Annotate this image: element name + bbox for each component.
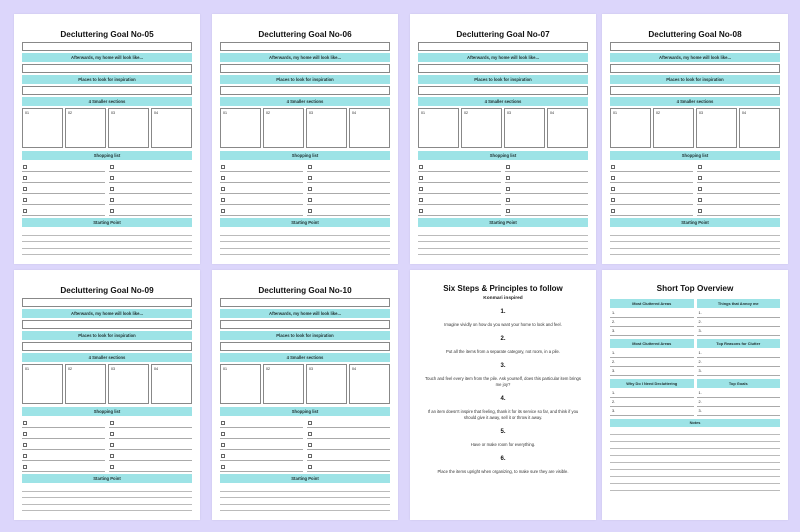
shopping-item[interactable] bbox=[220, 429, 303, 439]
overview-line[interactable]: 1. bbox=[610, 349, 694, 358]
checkbox[interactable] bbox=[110, 454, 114, 458]
notes-line[interactable] bbox=[610, 463, 780, 470]
goal-title: Decluttering Goal No-05 bbox=[60, 30, 154, 39]
shopping-list bbox=[610, 162, 780, 216]
shopping-item[interactable] bbox=[505, 206, 588, 216]
shopping-item[interactable] bbox=[22, 462, 105, 472]
section-box[interactable]: 01 bbox=[220, 364, 261, 404]
checkbox[interactable] bbox=[221, 421, 225, 425]
checkbox[interactable] bbox=[221, 187, 225, 191]
shopping-item[interactable] bbox=[109, 184, 192, 194]
checkbox[interactable] bbox=[110, 187, 114, 191]
shopping-item[interactable] bbox=[307, 162, 390, 172]
places-bar: Places to look for inspiration bbox=[220, 331, 390, 340]
goal-page bbox=[212, 14, 398, 264]
shopping-item[interactable] bbox=[697, 184, 780, 194]
overview-line[interactable]: 1. bbox=[697, 389, 781, 398]
section-box[interactable]: 03 bbox=[306, 108, 347, 148]
shopping-item[interactable] bbox=[109, 418, 192, 428]
goal-input[interactable] bbox=[610, 42, 780, 51]
checkbox[interactable] bbox=[221, 209, 225, 213]
shopping-item[interactable] bbox=[109, 173, 192, 183]
checkbox[interactable] bbox=[419, 209, 423, 213]
afterwards-input[interactable] bbox=[610, 64, 780, 73]
overview-section bbox=[610, 339, 694, 376]
shopping-bar: Shopping list bbox=[610, 151, 780, 160]
goal-input[interactable] bbox=[22, 298, 192, 307]
places-input[interactable] bbox=[418, 86, 588, 95]
step-text: Place the items upright when organizing, to make sure they are visible. bbox=[437, 469, 569, 474]
writing-line[interactable] bbox=[418, 249, 588, 256]
afterwards-input[interactable] bbox=[22, 320, 192, 329]
places-bar: Places to look for inspiration bbox=[22, 331, 192, 340]
goal-page bbox=[410, 14, 596, 264]
afterwards-input[interactable] bbox=[220, 320, 390, 329]
step-text: Touch and feel every item from the pile. Ask yourself, does this particular item brings me joy? bbox=[425, 376, 581, 387]
goal-input[interactable] bbox=[418, 42, 588, 51]
checkbox[interactable] bbox=[110, 432, 114, 436]
shopping-item[interactable] bbox=[109, 462, 192, 472]
overview-line[interactable]: 1. bbox=[610, 309, 694, 318]
step-text: Put all the items from a separate category, not room, in a pile. bbox=[446, 349, 560, 354]
checkbox[interactable] bbox=[221, 165, 225, 169]
checkbox[interactable] bbox=[110, 465, 114, 469]
goal-title: Decluttering Goal No-06 bbox=[258, 30, 352, 39]
sections-row bbox=[22, 364, 192, 404]
shopping-item[interactable] bbox=[22, 184, 105, 194]
smaller-bar: 4 Smaller sections bbox=[22, 97, 192, 106]
goal-page bbox=[14, 270, 200, 520]
places-input[interactable] bbox=[220, 86, 390, 95]
shopping-item[interactable] bbox=[109, 429, 192, 439]
checkbox[interactable] bbox=[611, 176, 615, 180]
notes-line[interactable] bbox=[610, 428, 780, 435]
checkbox[interactable] bbox=[23, 432, 27, 436]
afterwards-bar: Afterwards, my home will look like... bbox=[418, 53, 588, 62]
checkbox[interactable] bbox=[698, 176, 702, 180]
checkbox[interactable] bbox=[419, 198, 423, 202]
shopping-item[interactable] bbox=[22, 418, 105, 428]
checkbox[interactable] bbox=[506, 176, 510, 180]
smaller-bar: 4 Smaller sections bbox=[418, 97, 588, 106]
shopping-item[interactable] bbox=[505, 184, 588, 194]
shopping-item[interactable] bbox=[109, 195, 192, 205]
notes-line[interactable] bbox=[610, 484, 780, 491]
writing-line[interactable] bbox=[220, 249, 390, 256]
overview-line[interactable]: 2. bbox=[610, 398, 694, 407]
shopping-item[interactable] bbox=[22, 206, 105, 216]
step-number: 2. bbox=[500, 336, 506, 342]
afterwards-input[interactable] bbox=[220, 64, 390, 73]
checkbox[interactable] bbox=[698, 198, 702, 202]
checkbox[interactable] bbox=[308, 454, 312, 458]
goal-title: Decluttering Goal No-08 bbox=[648, 30, 742, 39]
shopping-item[interactable] bbox=[418, 173, 501, 183]
overview-section bbox=[697, 379, 781, 416]
overview-section bbox=[610, 379, 694, 416]
checkbox[interactable] bbox=[23, 176, 27, 180]
checkbox[interactable] bbox=[506, 209, 510, 213]
section-box[interactable]: 03 bbox=[306, 364, 347, 404]
overview-section-head: Why Do I Need Decluttering bbox=[610, 379, 694, 388]
overview-row bbox=[610, 299, 780, 336]
overview-line[interactable]: 1. bbox=[697, 349, 781, 358]
section-box[interactable]: 02 bbox=[653, 108, 694, 148]
checkbox[interactable] bbox=[23, 198, 27, 202]
shopping-item[interactable] bbox=[610, 173, 693, 183]
overview-line[interactable]: 3. bbox=[610, 367, 694, 376]
places-input[interactable] bbox=[610, 86, 780, 95]
checkbox[interactable] bbox=[221, 465, 225, 469]
checkbox[interactable] bbox=[23, 443, 27, 447]
shopping-item[interactable] bbox=[418, 162, 501, 172]
shopping-item[interactable] bbox=[220, 451, 303, 461]
shopping-item[interactable] bbox=[220, 184, 303, 194]
shopping-item[interactable] bbox=[697, 195, 780, 205]
shopping-item[interactable] bbox=[220, 418, 303, 428]
places-input[interactable] bbox=[220, 342, 390, 351]
shopping-bar: Shopping list bbox=[220, 407, 390, 416]
places-bar: Places to look for inspiration bbox=[418, 75, 588, 84]
goal-page bbox=[14, 14, 200, 264]
shopping-item[interactable] bbox=[22, 162, 105, 172]
overview-line[interactable]: 2. bbox=[610, 358, 694, 367]
checkbox[interactable] bbox=[308, 187, 312, 191]
section-box[interactable]: 01 bbox=[610, 108, 651, 148]
shopping-item[interactable] bbox=[220, 462, 303, 472]
shopping-item[interactable] bbox=[697, 162, 780, 172]
shopping-item[interactable] bbox=[307, 462, 390, 472]
steps-title: Six Steps & Principles to follow bbox=[443, 284, 563, 293]
notes-line[interactable] bbox=[610, 477, 780, 484]
writing-line[interactable] bbox=[610, 249, 780, 256]
shopping-item[interactable] bbox=[307, 206, 390, 216]
goal-title: Decluttering Goal No-07 bbox=[456, 30, 550, 39]
sections-row bbox=[418, 108, 588, 148]
sections-row bbox=[22, 108, 192, 148]
shopping-bar: Shopping list bbox=[22, 151, 192, 160]
section-box[interactable]: 02 bbox=[461, 108, 502, 148]
shopping-item[interactable] bbox=[505, 162, 588, 172]
notes-line[interactable] bbox=[610, 435, 780, 442]
shopping-item[interactable] bbox=[610, 195, 693, 205]
step-number: 1. bbox=[500, 309, 506, 315]
checkbox[interactable] bbox=[110, 165, 114, 169]
goal-title: Decluttering Goal No-09 bbox=[60, 286, 154, 295]
overview-row bbox=[610, 339, 780, 376]
shopping-item[interactable] bbox=[418, 206, 501, 216]
checkbox[interactable] bbox=[221, 454, 225, 458]
sections-row bbox=[220, 364, 390, 404]
checkbox[interactable] bbox=[221, 176, 225, 180]
writing-line[interactable] bbox=[22, 505, 192, 512]
overview-section-head: Top Goals bbox=[697, 379, 781, 388]
section-box[interactable]: 02 bbox=[65, 108, 106, 148]
step-number: 5. bbox=[500, 429, 506, 435]
checkbox[interactable] bbox=[308, 432, 312, 436]
places-input[interactable] bbox=[22, 86, 192, 95]
checkbox[interactable] bbox=[308, 465, 312, 469]
checkbox[interactable] bbox=[23, 209, 27, 213]
overview-line[interactable]: 2. bbox=[697, 318, 781, 327]
checkbox[interactable] bbox=[221, 443, 225, 447]
starting-bar: Starting Point bbox=[22, 474, 192, 483]
section-box[interactable]: 04 bbox=[151, 364, 192, 404]
checkbox[interactable] bbox=[611, 165, 615, 169]
starting-bar: Starting Point bbox=[418, 218, 588, 227]
shopping-list bbox=[22, 418, 192, 472]
checkbox[interactable] bbox=[110, 421, 114, 425]
writing-line[interactable] bbox=[22, 249, 192, 256]
section-box[interactable]: 01 bbox=[220, 108, 261, 148]
smaller-bar: 4 Smaller sections bbox=[220, 353, 390, 362]
overview-title: Short Top Overview bbox=[656, 284, 734, 293]
afterwards-bar: Afterwards, my home will look like... bbox=[22, 53, 192, 62]
shopping-item[interactable] bbox=[307, 429, 390, 439]
starting-bar: Starting Point bbox=[220, 218, 390, 227]
checkbox[interactable] bbox=[221, 432, 225, 436]
overview-line[interactable]: 3. bbox=[697, 327, 781, 336]
overview-page bbox=[602, 270, 788, 520]
checkbox[interactable] bbox=[506, 165, 510, 169]
checkbox[interactable] bbox=[308, 421, 312, 425]
shopping-item[interactable] bbox=[109, 206, 192, 216]
goal-input[interactable] bbox=[22, 42, 192, 51]
afterwards-input[interactable] bbox=[418, 64, 588, 73]
checkbox[interactable] bbox=[308, 176, 312, 180]
smaller-bar: 4 Smaller sections bbox=[22, 353, 192, 362]
sections-row bbox=[220, 108, 390, 148]
checkbox[interactable] bbox=[23, 165, 27, 169]
overview-line[interactable]: 2. bbox=[610, 318, 694, 327]
checkbox[interactable] bbox=[611, 187, 615, 191]
step-text: Imagine vividly on how do you want your home to look and feel. bbox=[444, 322, 562, 327]
section-box[interactable]: 03 bbox=[108, 108, 149, 148]
goal-input[interactable] bbox=[220, 42, 390, 51]
section-box[interactable]: 03 bbox=[696, 108, 737, 148]
checkbox[interactable] bbox=[419, 165, 423, 169]
afterwards-bar: Afterwards, my home will look like... bbox=[220, 53, 390, 62]
overview-line[interactable]: 3. bbox=[697, 367, 781, 376]
checkbox[interactable] bbox=[611, 198, 615, 202]
overview-line[interactable]: 2. bbox=[697, 358, 781, 367]
overview-line[interactable]: 1. bbox=[697, 309, 781, 318]
notes-line[interactable] bbox=[610, 449, 780, 456]
smaller-bar: 4 Smaller sections bbox=[610, 97, 780, 106]
starting-bar: Starting Point bbox=[610, 218, 780, 227]
section-box[interactable]: 04 bbox=[349, 364, 390, 404]
writing-line[interactable] bbox=[220, 505, 390, 512]
overview-section bbox=[697, 339, 781, 376]
step-item bbox=[410, 429, 596, 448]
checkbox[interactable] bbox=[308, 443, 312, 447]
section-box[interactable]: 03 bbox=[108, 364, 149, 404]
shopping-list bbox=[220, 162, 390, 216]
shopping-item[interactable] bbox=[307, 173, 390, 183]
shopping-item[interactable] bbox=[220, 440, 303, 450]
smaller-bar: 4 Smaller sections bbox=[220, 97, 390, 106]
section-box[interactable]: 04 bbox=[151, 108, 192, 148]
section-box[interactable]: 04 bbox=[739, 108, 780, 148]
checkbox[interactable] bbox=[110, 443, 114, 447]
checkbox[interactable] bbox=[698, 209, 702, 213]
shopping-item[interactable] bbox=[505, 173, 588, 183]
shopping-item[interactable] bbox=[418, 184, 501, 194]
step-item bbox=[410, 309, 596, 328]
shopping-item[interactable] bbox=[220, 173, 303, 183]
overview-line[interactable]: 2. bbox=[697, 398, 781, 407]
checkbox[interactable] bbox=[419, 176, 423, 180]
checkbox[interactable] bbox=[308, 198, 312, 202]
step-number: 4. bbox=[500, 396, 506, 402]
overview-section-head: Most Cluttered Areas bbox=[610, 339, 694, 348]
shopping-item[interactable] bbox=[418, 195, 501, 205]
shopping-item[interactable] bbox=[697, 173, 780, 183]
shopping-list bbox=[418, 162, 588, 216]
shopping-item[interactable] bbox=[307, 195, 390, 205]
step-item bbox=[410, 456, 596, 475]
shopping-item[interactable] bbox=[22, 173, 105, 183]
step-number: 6. bbox=[500, 456, 506, 462]
section-box[interactable]: 04 bbox=[349, 108, 390, 148]
checkbox[interactable] bbox=[23, 421, 27, 425]
notes-head: Notes bbox=[610, 419, 780, 427]
checkbox[interactable] bbox=[110, 198, 114, 202]
shopping-item[interactable] bbox=[307, 418, 390, 428]
afterwards-bar: Afterwards, my home will look like... bbox=[22, 309, 192, 318]
overview-section-head: Top Reasons for Clutter bbox=[697, 339, 781, 348]
shopping-item[interactable] bbox=[109, 440, 192, 450]
notes-line[interactable] bbox=[610, 456, 780, 463]
shopping-item[interactable] bbox=[22, 440, 105, 450]
overview-section bbox=[610, 299, 694, 336]
checkbox[interactable] bbox=[110, 176, 114, 180]
places-input[interactable] bbox=[22, 342, 192, 351]
shopping-bar: Shopping list bbox=[220, 151, 390, 160]
step-number: 3. bbox=[500, 363, 506, 369]
shopping-item[interactable] bbox=[109, 451, 192, 461]
step-item bbox=[410, 396, 596, 421]
checkbox[interactable] bbox=[221, 198, 225, 202]
notes-line[interactable] bbox=[610, 470, 780, 477]
section-box[interactable]: 01 bbox=[22, 364, 63, 404]
shopping-list bbox=[22, 162, 192, 216]
shopping-item[interactable] bbox=[307, 440, 390, 450]
goal-page bbox=[602, 14, 788, 264]
afterwards-input[interactable] bbox=[22, 64, 192, 73]
overview-line[interactable]: 3. bbox=[610, 407, 694, 416]
shopping-bar: Shopping list bbox=[22, 407, 192, 416]
step-item bbox=[410, 363, 596, 388]
starting-bar: Starting Point bbox=[22, 218, 192, 227]
shopping-item[interactable] bbox=[505, 195, 588, 205]
overview-section-head: Things that Annoy me bbox=[697, 299, 781, 308]
overview-line[interactable]: 3. bbox=[697, 407, 781, 416]
overview-line[interactable]: 3. bbox=[610, 327, 694, 336]
checkbox[interactable] bbox=[308, 165, 312, 169]
places-bar: Places to look for inspiration bbox=[610, 75, 780, 84]
section-box[interactable]: 04 bbox=[547, 108, 588, 148]
notes-line[interactable] bbox=[610, 442, 780, 449]
sections-row bbox=[610, 108, 780, 148]
checkbox[interactable] bbox=[419, 187, 423, 191]
shopping-item[interactable] bbox=[610, 184, 693, 194]
places-bar: Places to look for inspiration bbox=[22, 75, 192, 84]
shopping-item[interactable] bbox=[307, 451, 390, 461]
shopping-item[interactable] bbox=[22, 429, 105, 439]
step-item bbox=[410, 336, 596, 355]
shopping-list bbox=[220, 418, 390, 472]
checkbox[interactable] bbox=[110, 209, 114, 213]
goal-title: Decluttering Goal No-10 bbox=[258, 286, 352, 295]
section-box[interactable]: 02 bbox=[263, 108, 304, 148]
overview-section bbox=[697, 299, 781, 336]
shopping-bar: Shopping list bbox=[418, 151, 588, 160]
overview-row bbox=[610, 379, 780, 416]
section-box[interactable]: 02 bbox=[263, 364, 304, 404]
section-box[interactable]: 03 bbox=[504, 108, 545, 148]
checkbox[interactable] bbox=[23, 454, 27, 458]
six-steps-page bbox=[410, 270, 596, 520]
checkbox[interactable] bbox=[506, 198, 510, 202]
afterwards-bar: Afterwards, my home will look like... bbox=[610, 53, 780, 62]
checkbox[interactable] bbox=[698, 187, 702, 191]
checkbox[interactable] bbox=[611, 209, 615, 213]
shopping-item[interactable] bbox=[697, 206, 780, 216]
afterwards-bar: Afterwards, my home will look like... bbox=[220, 309, 390, 318]
checkbox[interactable] bbox=[698, 165, 702, 169]
shopping-item[interactable] bbox=[22, 451, 105, 461]
section-box[interactable]: 01 bbox=[22, 108, 63, 148]
shopping-item[interactable] bbox=[220, 195, 303, 205]
checkbox[interactable] bbox=[308, 209, 312, 213]
starting-bar: Starting Point bbox=[220, 474, 390, 483]
shopping-item[interactable] bbox=[610, 206, 693, 216]
section-box[interactable]: 02 bbox=[65, 364, 106, 404]
checkbox[interactable] bbox=[506, 187, 510, 191]
shopping-item[interactable] bbox=[220, 206, 303, 216]
checkbox[interactable] bbox=[23, 187, 27, 191]
shopping-item[interactable] bbox=[109, 162, 192, 172]
overview-line[interactable]: 1. bbox=[610, 389, 694, 398]
section-box[interactable]: 01 bbox=[418, 108, 459, 148]
steps-subtitle: Konmari inspired bbox=[483, 296, 523, 301]
goal-input[interactable] bbox=[220, 298, 390, 307]
checkbox[interactable] bbox=[23, 465, 27, 469]
step-text: Have or make room for everything. bbox=[470, 442, 536, 447]
shopping-item[interactable] bbox=[220, 162, 303, 172]
places-bar: Places to look for inspiration bbox=[220, 75, 390, 84]
shopping-item[interactable] bbox=[610, 162, 693, 172]
overview-section-head: Most Cluttered Areas bbox=[610, 299, 694, 308]
shopping-item[interactable] bbox=[307, 184, 390, 194]
goal-page bbox=[212, 270, 398, 520]
shopping-item[interactable] bbox=[22, 195, 105, 205]
step-text: If an item doesn't inspire that feeling, thank it for its service so far, and think if you should give it away, sell it or throw it away. bbox=[427, 409, 579, 420]
